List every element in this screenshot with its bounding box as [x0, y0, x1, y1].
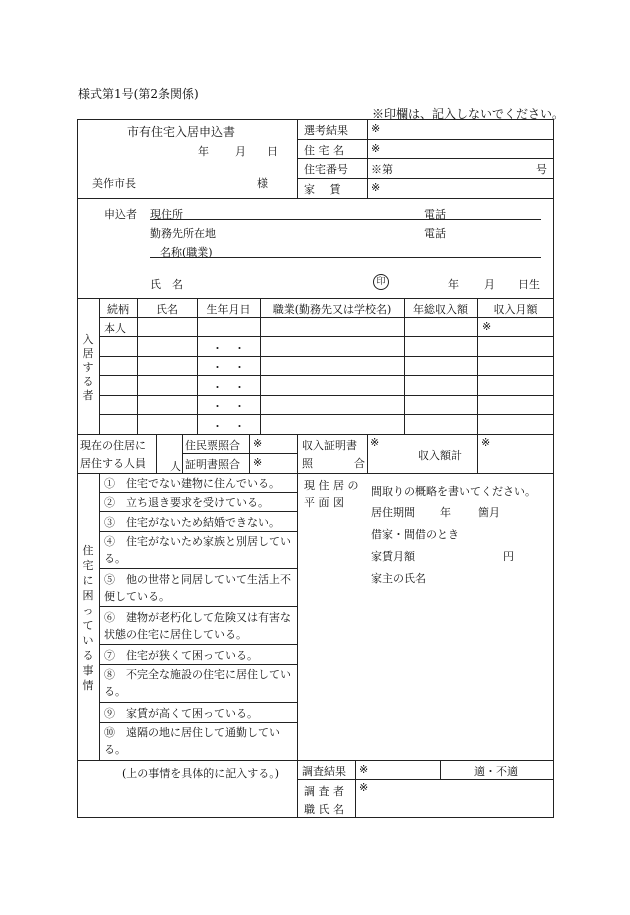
- income-total-field[interactable]: ※: [481, 436, 491, 449]
- income-certificate-label-check-2: 合: [354, 457, 365, 470]
- circumstance-item-8[interactable]: ⑧ 不完全な施設の住宅に居住している。: [104, 668, 291, 698]
- floor-plan-instruction[interactable]: 間取りの概略を書いてください。: [371, 485, 536, 498]
- form-title: 市有住宅入居申込書: [127, 125, 236, 139]
- selection-result-field[interactable]: ※: [371, 122, 381, 135]
- honorific: 様: [257, 177, 268, 190]
- workplace-address-label[interactable]: 勤務先所在地: [150, 227, 216, 240]
- resident-certificate-field[interactable]: ※: [253, 437, 263, 450]
- house-name-label: 住 宅 名: [304, 144, 344, 157]
- income-certificate-label-check: 照: [302, 457, 313, 470]
- instruction-note: ※印欄は、記入しないでください。: [372, 107, 565, 121]
- col-header-occupation: 職業(勤務先又は学校名): [272, 303, 392, 316]
- current-residents-label-2: 居住する人員: [80, 457, 146, 470]
- house-number-label: 住宅番号: [304, 163, 348, 176]
- persons-unit: 人: [170, 460, 181, 473]
- floor-plan-label-2: 平 面 図: [304, 496, 344, 509]
- residence-period-label[interactable]: 居住期間: [371, 506, 415, 519]
- selection-result-label: 選考結果: [304, 124, 348, 137]
- circumstance-item-2[interactable]: ② 立ち退き要求を受けている。: [104, 496, 269, 509]
- dob-dots[interactable]: ・ ・: [212, 400, 245, 413]
- dob-dots[interactable]: ・ ・: [212, 361, 245, 374]
- monthly-income-mark[interactable]: ※: [482, 320, 492, 333]
- circumstance-item-10[interactable]: ⑩ 遠隔の地に居住して通勤している。: [104, 726, 280, 756]
- addressee: 美作市長: [92, 177, 136, 190]
- survey-officer-label-1: 調 査 者: [304, 785, 344, 798]
- survey-officer-label-2: 職 氏 名: [304, 803, 344, 816]
- birth-day-label: 日生: [518, 278, 540, 291]
- dob-dots[interactable]: ・ ・: [212, 420, 245, 433]
- landlord-name-label[interactable]: 家主の氏名: [371, 572, 426, 585]
- rent-field[interactable]: ※: [371, 181, 381, 194]
- circumstance-item-6[interactable]: ⑥ 建物が老朽化して危険又は有害な状態の住宅に居住している。: [104, 611, 291, 641]
- survey-officer-field[interactable]: ※: [359, 781, 369, 794]
- birth-month-label: 月: [484, 278, 495, 291]
- dob-dots[interactable]: ・ ・: [212, 342, 245, 355]
- birth-year-label: 年: [448, 278, 459, 291]
- monthly-rent-label[interactable]: 家賃月額: [371, 550, 415, 563]
- circumstance-item-3[interactable]: ③ 住宅がないため結婚できない。: [104, 516, 280, 529]
- col-header-name: 氏名: [156, 303, 178, 316]
- form-number: 様式第1号(第2条関係): [78, 87, 199, 101]
- yen-unit: 円: [503, 550, 514, 563]
- residence-period-years: 年: [440, 506, 451, 519]
- survey-result-field[interactable]: ※: [359, 763, 369, 776]
- circumstance-item-5[interactable]: ⑤ 他の世帯と同居していて生活上不便している。: [104, 573, 291, 603]
- survey-result-label: 調査結果: [302, 765, 346, 778]
- seal-mark: 印: [373, 274, 389, 290]
- floor-plan-label-1: 現 住 居 の: [304, 479, 359, 492]
- col-header-relation: 続柄: [107, 303, 129, 316]
- details-instruction[interactable]: (上の事情を具体的に記入する。): [122, 767, 280, 780]
- col-header-annual-income: 年総収入額: [413, 303, 468, 316]
- col-header-dob: 生年月日: [206, 303, 251, 316]
- proof-certificate-label: 証明書照合: [185, 458, 240, 471]
- dob-dots[interactable]: ・ ・: [212, 381, 245, 394]
- date-month-label: 月: [235, 145, 246, 158]
- circumstance-item-7[interactable]: ⑦ 住宅が狭くて困っている。: [104, 649, 258, 662]
- income-total-label: 収入額計: [418, 449, 462, 462]
- circumstance-item-4[interactable]: ④ 住宅がないため家族と別居している。: [104, 535, 291, 565]
- house-number-suffix: 号: [536, 163, 547, 176]
- circumstance-item-1[interactable]: ① 住宅でない建物に住んでいる。: [104, 477, 280, 490]
- applicant-label: 申込者: [104, 208, 137, 221]
- phone-label[interactable]: 電話: [424, 208, 446, 221]
- col-header-monthly-income: 収入月額: [493, 303, 538, 316]
- work-phone-label[interactable]: 電話: [424, 227, 446, 240]
- rent-label: 家 賃: [304, 183, 341, 196]
- date-year-label: 年: [198, 145, 209, 158]
- current-residents-label-1: 現在の住居に: [80, 439, 146, 452]
- residence-period-months: 箇月: [478, 506, 500, 519]
- income-certificate-field[interactable]: ※: [370, 436, 380, 449]
- applicant-name-label[interactable]: 氏 名: [150, 278, 183, 291]
- income-certificate-label: 収入証明書: [302, 439, 357, 452]
- house-number-field[interactable]: ※第: [371, 163, 393, 176]
- proof-certificate-field[interactable]: ※: [253, 456, 263, 469]
- current-address-label[interactable]: 現住所: [150, 208, 183, 221]
- suitability-select[interactable]: 適・不適: [474, 765, 518, 778]
- resident-certificate-label: 住民票照合: [185, 439, 240, 452]
- occupation-label[interactable]: 名称(職業): [160, 246, 213, 259]
- rental-note: 借家・間借のとき: [371, 528, 459, 541]
- date-day-label: 日: [267, 145, 278, 158]
- house-name-field[interactable]: ※: [371, 142, 381, 155]
- relation-self: 本人: [104, 322, 126, 335]
- residents-side-label: 入居する者: [82, 333, 94, 402]
- circumstance-item-9[interactable]: ⑨ 家賃が高くて困っている。: [104, 707, 258, 720]
- circumstances-side-label: 住宅に困っている事情: [82, 544, 94, 692]
